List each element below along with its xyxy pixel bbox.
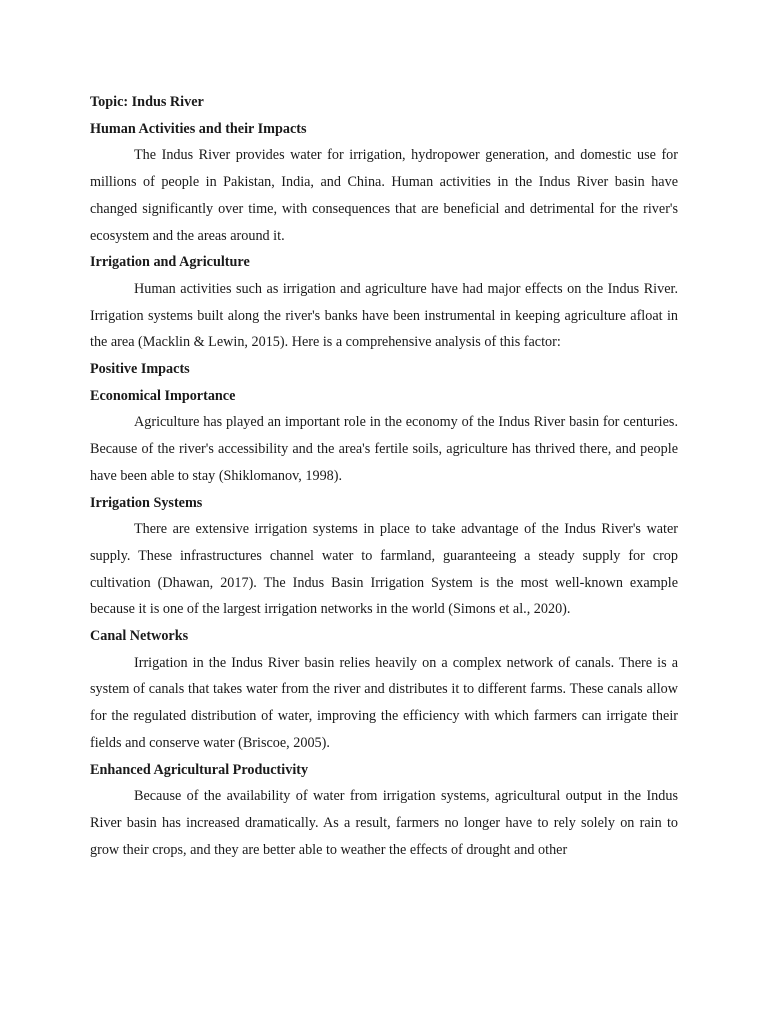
section-paragraph-human-activities: The Indus River provides water for irrigation, hydropower generation, and domestic use for millions of people in Pakistan, India, and China. Human activities in the Indus River basin have changed significantly over time, with consequences that are beneficial and detrimental for the river's ecosystem and the areas around it. [90, 147, 678, 244]
section-heading-canal-networks: Canal Networks [90, 628, 189, 645]
section-heading-human-activities: Human Activities and their Impacts [90, 120, 307, 137]
section-heading-positive-impacts: Positive Impacts [90, 361, 190, 378]
section-heading-irrigation-systems: Irrigation Systems [90, 494, 203, 511]
section-paragraph-irrigation-systems: There are extensive irrigation systems in place to take advantage of the Indus River's water supply. These infrastructures channel water to farmland, guaranteeing a steady supply for crop cultivation (Dhawan, 2017). The Indus Basin Irrigation System is the most well-known example because it is one of the largest irrigation networks in the world (Simons et al., 2020). [90, 521, 678, 618]
section-paragraph-canal-networks: Irrigation in the Indus River basin relies heavily on a complex network of canals. There is a system of canals that takes water from the river and distributes it to different farms. These canals allow for the regulated distribution of water, improving the efficiency with which farmers can irrigate their fields and conserve water (Briscoe, 2005). [90, 654, 678, 751]
document-page [90, 89, 678, 863]
section-heading-economical-importance: Economical Importance [90, 387, 236, 404]
section-heading-enhanced-productivity: Enhanced Agricultural Productivity [90, 761, 309, 778]
document-topic: Topic: Indus River [90, 94, 204, 110]
section-paragraph-irrigation-agriculture: Human activities such as irrigation and agriculture have had major effects on the Indus River. Irrigation systems built along the river's banks have been instrumental in keeping agriculture afloat in the area (Macklin & Lewin, 2015). Here is a comprehensive analysis of this factor: [90, 280, 678, 351]
section-heading-irrigation-agriculture: Irrigation and Agriculture [90, 254, 250, 271]
section-paragraph-economical-importance: Agriculture has played an important role in the economy of the Indus River basin for centuries. Because of the river's accessibility and the area's fertile soils, agriculture has thrived there, and people have been able to stay (Shiklomanov, 1998). [90, 414, 678, 484]
section-paragraph-enhanced-productivity: Because of the availability of water from irrigation systems, agricultural output in the Indus River basin has increased dramatically. As a result, farmers no longer have to rely solely on rain to grow their crops, and they are better able to weather the effects of drought and other [90, 788, 678, 858]
